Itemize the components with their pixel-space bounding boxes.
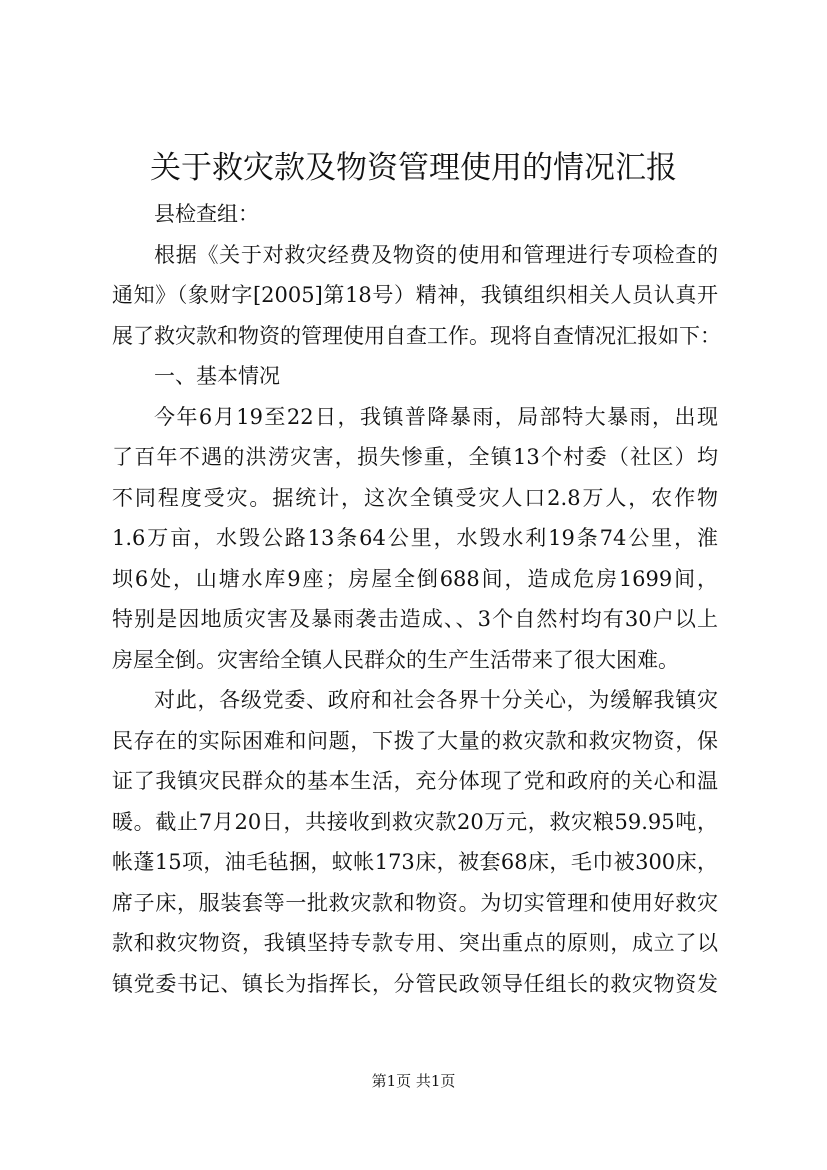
text-line: 对此，各级党委、政府和社会各界十分关心，为缓解我镇灾	[154, 688, 718, 712]
text-line: 不同程度受灾。据统计，这次全镇受灾人口2.8万人，农作物	[112, 485, 718, 510]
text-line: 1.6万亩，水毁公路13条64公里，水毁水利19条74公里，淮	[112, 526, 718, 550]
text-line: 镇党委书记、镇长为指挥长，分管民政领导任组长的救灾物资发	[112, 971, 718, 996]
text-line: 款和救灾物资，我镇坚持专款专用、突出重点的原则，成立了以	[112, 931, 718, 955]
page-footer: 第1页 共1页	[371, 1072, 456, 1090]
text-line: 民存在的实际困难和问题，下拨了大量的救灾款和救灾物资，保	[112, 728, 718, 753]
text-line: 县检查组：	[154, 202, 259, 226]
text-line: 了百年不遇的洪涝灾害，损失惨重，全镇13个村委（社区）均	[112, 445, 718, 469]
text-line: 坝6处，山塘水库9座；房屋全倒688间，造成危房1699间，	[112, 566, 718, 591]
text-line: 暖。截止7月20日，共接收到救灾款20万元，救灾粮59.95吨，	[112, 809, 718, 834]
text-line: 一、基本情况	[154, 364, 280, 388]
text-line: 席子床，服装套等一批救灾款和物资。为切实管理和使用好救灾	[112, 890, 718, 915]
text-line: 展了救灾款和物资的管理使用自查工作。现将自查情况汇报如下：	[112, 323, 721, 348]
text-line: 帐蓬15项，油毛毡捆，蚊帐173床，被套68床，毛巾被300床，	[112, 850, 718, 874]
document-body	[112, 194, 721, 1004]
text-line: 通知》（象财字[2005]第18号）精神，我镇组织相关人员认真开	[112, 283, 718, 307]
document-title: 关于救灾款及物资管理使用的情况汇报	[150, 150, 677, 186]
text-line: 根据《关于对救灾经费及物资的使用和管理进行专项检查的	[154, 242, 718, 267]
text-line: 特别是因地质灾害及暴雨袭击造成、、3个自然村均有30户以上	[112, 607, 718, 631]
text-line: 今年6月19至22日，我镇普降暴雨，局部特大暴雨，出现	[154, 404, 718, 429]
text-line: 证了我镇灾民群众的基本生活，充分体现了党和政府的关心和温	[112, 769, 718, 793]
text-line: 房屋全倒。灾害给全镇人民群众的生产生活带来了很大困难。	[112, 647, 679, 672]
